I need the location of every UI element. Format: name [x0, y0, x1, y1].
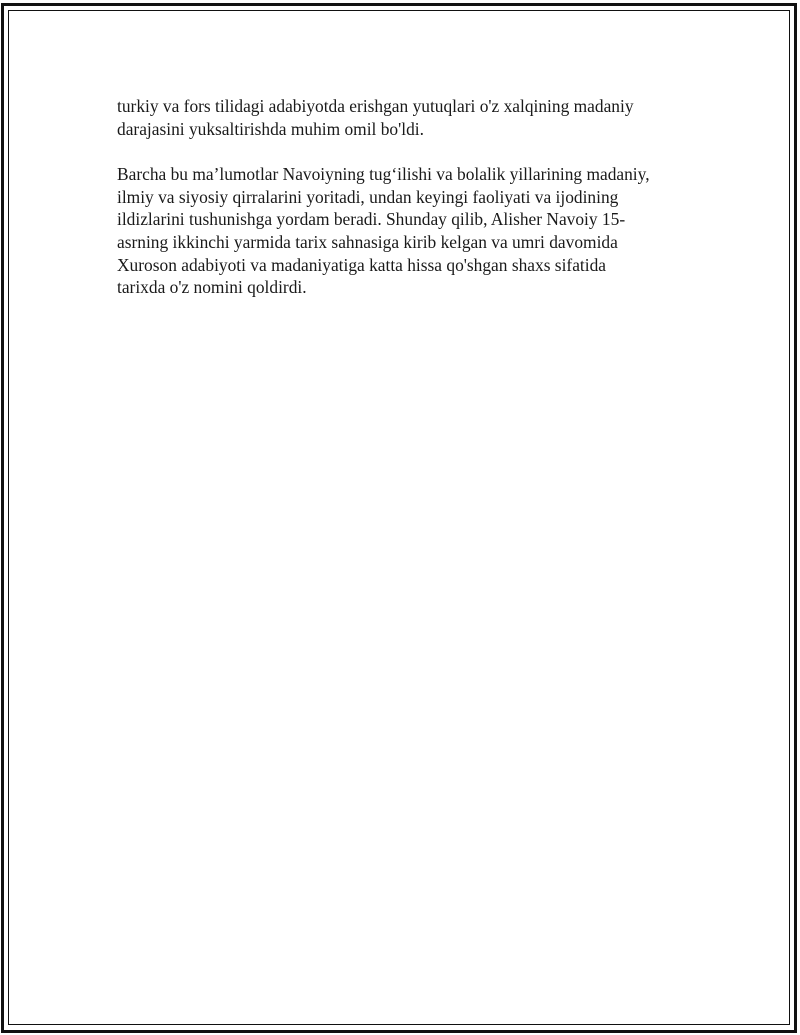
- text-line: turkiy va fors tilidagi adabiyotda erishgan yutuqlari o'z xalqining madaniy: [117, 96, 634, 116]
- text-line: Xuroson adabiyoti va madaniyatiga katta hissa qo'shgan shaxs sifatida: [117, 254, 606, 275]
- text-line: ilmiy va siyosiy qirralarini yoritadi, undan keyingi faoliyati va ijodining: [117, 186, 619, 207]
- text-line: asrning ikkinchi yarmida tarix sahnasiga kirib kelgan va umri davomida: [117, 231, 618, 252]
- document-body: [117, 95, 687, 299]
- paragraph-1: [117, 95, 687, 140]
- paragraph-2: [117, 163, 687, 299]
- text-line: ildizlarini tushunishga yordam beradi. Shunday qilib, Alisher Navoiy 15-: [117, 209, 626, 230]
- text-line: Barcha bu ma’lumotlar Navoiyning tug‘ilishi va bolalik yillarining madaniy,: [117, 164, 650, 185]
- text-line: darajasini yuksaltirishda muhim omil bo'ldi.: [117, 118, 424, 139]
- text-line: tarixda o'z nomini qoldirdi.: [117, 277, 307, 298]
